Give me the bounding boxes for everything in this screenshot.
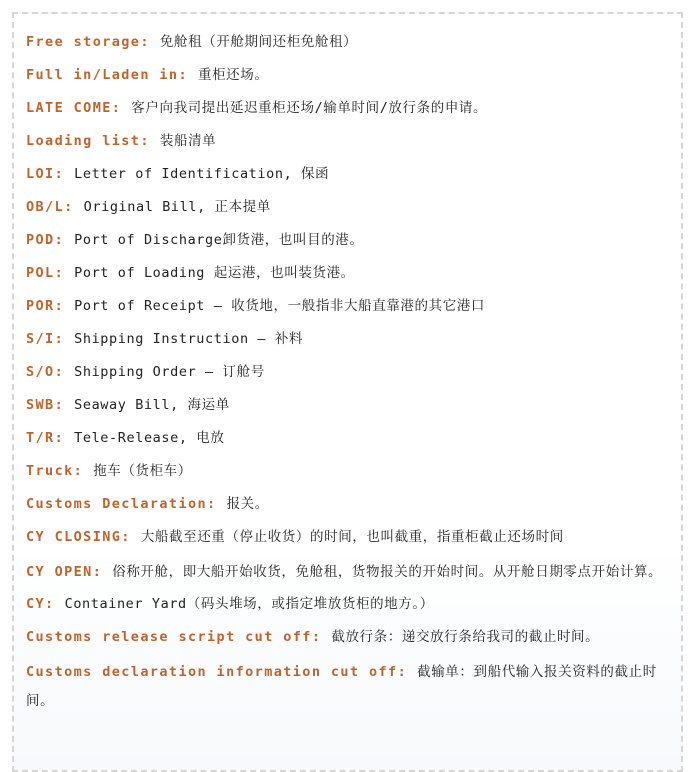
glossary-definition: Port of Discharge卸货港，也叫目的港。	[74, 232, 364, 248]
glossary-term: Customs Declaration:	[26, 496, 217, 512]
glossary-entry	[26, 30, 672, 55]
glossary-entry	[26, 558, 672, 587]
glossary-definition: 大船截至还重（停止收货）的时间，也叫截重，指重柜截止还场时间	[140, 529, 564, 545]
glossary-entry	[26, 525, 672, 550]
glossary-term: S/O:	[26, 364, 65, 380]
glossary-definition: 重柜还场。	[197, 67, 269, 83]
glossary-entry	[26, 96, 672, 121]
glossary-term: Full in/Laden in:	[26, 67, 188, 83]
glossary-entry	[26, 228, 672, 253]
glossary-term: CY CLOSING:	[26, 529, 131, 545]
glossary-entry	[26, 393, 672, 418]
glossary-entry	[26, 261, 672, 286]
glossary-entry	[26, 492, 672, 517]
glossary-definition: 客户向我司提出延迟重柜还场/输单时间/放行条的申请。	[131, 100, 488, 116]
glossary-definition: 装船清单	[159, 133, 217, 149]
glossary-entry	[26, 459, 672, 484]
glossary-entry	[26, 658, 672, 716]
glossary-list	[26, 30, 672, 721]
glossary-term: OB/L:	[26, 199, 74, 215]
glossary-definition: 俗称开舱，即大船开始收货，免舱租，货物报关的开始时间。从开舱日期零点开始计算。	[112, 564, 663, 580]
glossary-term: POD:	[26, 232, 65, 248]
glossary-definition: Original Bill, 正本提单	[83, 199, 271, 215]
glossary-definition: Shipping Instruction – 补料	[74, 331, 304, 347]
glossary-term: T/R:	[26, 430, 65, 446]
glossary-term: S/I:	[26, 331, 65, 347]
glossary-definition: Tele-Release, 电放	[74, 430, 225, 446]
glossary-term: Loading list:	[26, 133, 150, 149]
glossary-definition: 截输单：到船代输入报关资料的截止时间。	[26, 664, 657, 709]
glossary-entry	[26, 592, 672, 617]
glossary-entry	[26, 625, 672, 650]
glossary-entry	[26, 426, 672, 451]
glossary-term: SWB:	[26, 397, 65, 413]
glossary-term: Truck:	[26, 463, 84, 479]
glossary-entry	[26, 195, 672, 220]
glossary-entry	[26, 327, 672, 352]
glossary-definition: 截放行条：递交放行条给我司的截止时间。	[331, 629, 600, 645]
glossary-definition: 报关。	[226, 496, 269, 512]
glossary-definition: Port of Loading 起运港，也叫装货港。	[74, 265, 355, 281]
glossary-definition: Shipping Order – 订舱号	[74, 364, 265, 380]
glossary-definition: Seaway Bill, 海运单	[74, 397, 230, 413]
glossary-entry	[26, 63, 672, 88]
glossary-definition: 免舱租（开舱期间还柜免舱租）	[159, 34, 358, 50]
glossary-entry	[26, 294, 672, 319]
glossary-term: CY OPEN:	[26, 564, 103, 580]
glossary-definition: 拖车（货柜车）	[93, 463, 192, 479]
glossary-term: CY:	[26, 596, 55, 612]
glossary-term: POR:	[26, 298, 65, 314]
glossary-term: Customs declaration information cut off:	[26, 664, 408, 680]
glossary-entry	[26, 129, 672, 154]
glossary-term: LOI:	[26, 166, 65, 182]
glossary-definition: Container Yard（码头堆场，或指定堆放货柜的地方。）	[64, 596, 434, 612]
glossary-entry	[26, 162, 672, 187]
glossary-definition: Port of Receipt – 收货地，一般指非大船直靠港的其它港口	[74, 298, 486, 314]
glossary-entry	[26, 360, 672, 385]
glossary-term: LATE COME:	[26, 100, 122, 116]
glossary-term: Free storage:	[26, 34, 150, 50]
glossary-term: Customs release script cut off:	[26, 629, 322, 645]
glossary-term: POL:	[26, 265, 65, 281]
glossary-definition: Letter of Identification, 保函	[74, 166, 330, 182]
